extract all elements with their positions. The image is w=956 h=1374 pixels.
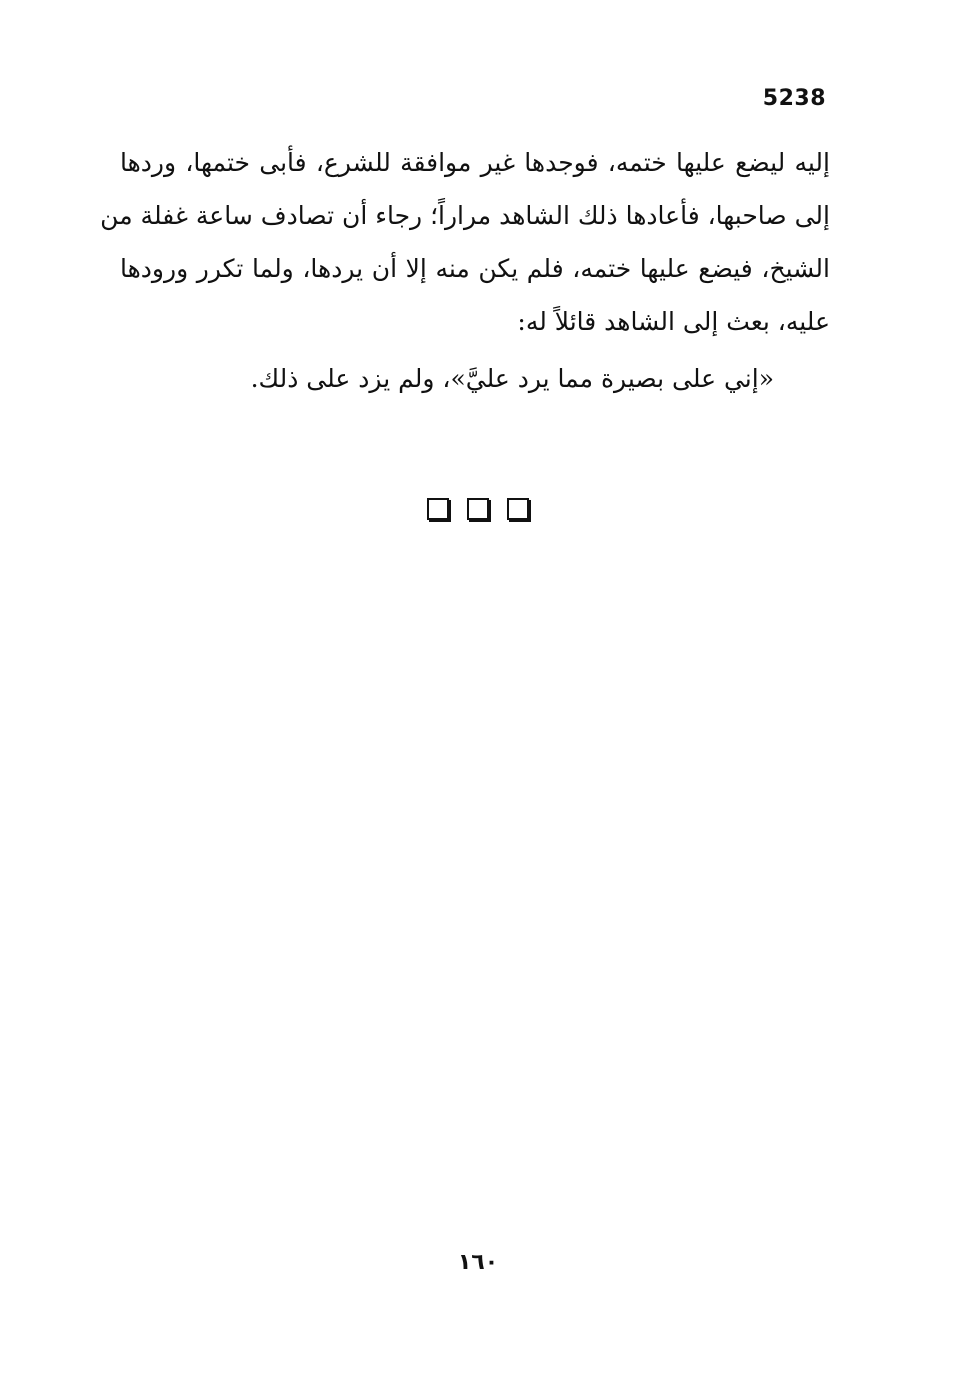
square-ornament-icon — [507, 498, 529, 520]
page-id: 5238 — [762, 86, 826, 111]
text-line-1: إليه ليضع عليها ختمه، فوجدها غير موافقة للشرع، فأبى ختمها، وردها — [120, 148, 830, 177]
text-line-2: إلى صاحبها، فأعادها ذلك الشاهد مراراً؛ رجاء أن تصادف ساعة غفلة من — [100, 201, 830, 230]
square-ornament-icon — [467, 498, 489, 520]
page-number: ١٦٠ — [457, 1250, 499, 1275]
body-paragraph — [100, 136, 830, 348]
square-ornament-icon — [427, 498, 449, 520]
text-line-3: الشيخ، فيضع عليها ختمه، فلم يكن منه إلا أن يردها، ولما تكرر ورودها — [120, 254, 830, 283]
text-line-4: عليه، بعث إلى الشاهد قائلاً له: — [517, 307, 830, 336]
quote-line: «إني على بصيرة مما يرد عليَّ»، ولم يزد على ذلك. — [250, 364, 774, 393]
section-separator-icon — [0, 498, 956, 520]
